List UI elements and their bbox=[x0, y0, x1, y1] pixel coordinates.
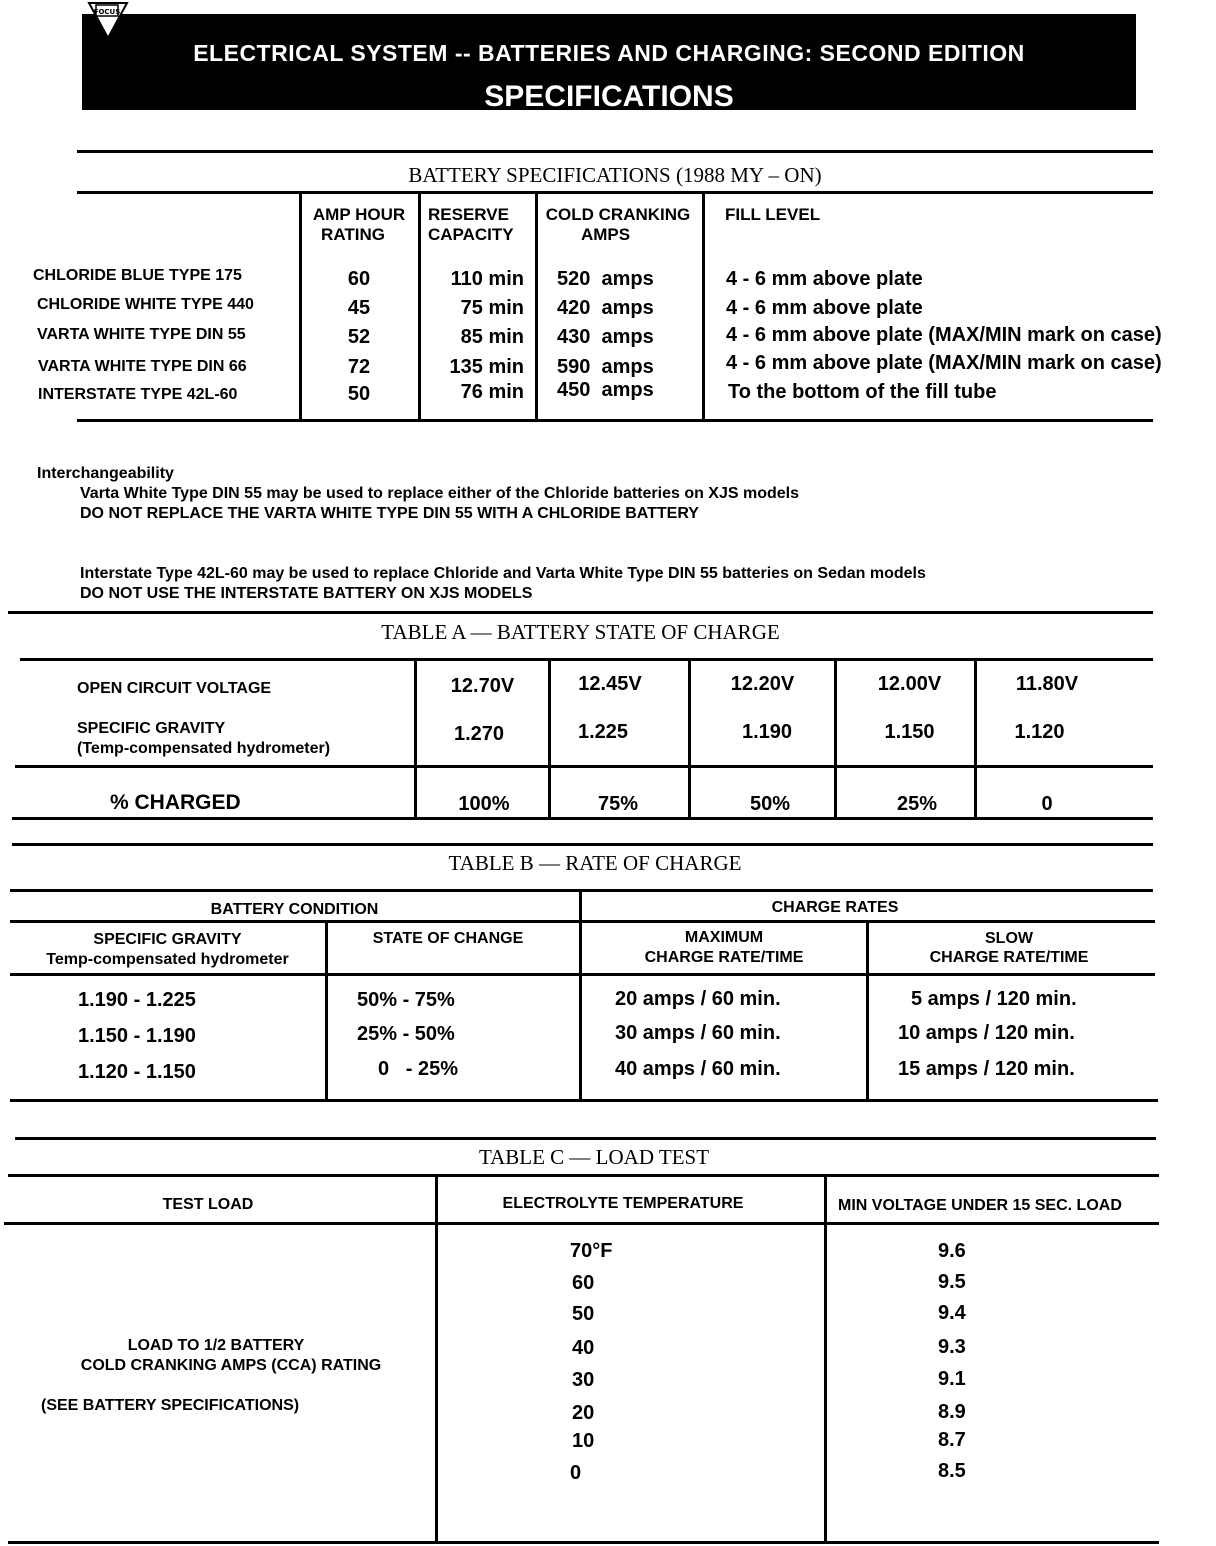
header-title: ELECTRICAL SYSTEM -- BATTERIES AND CHARGING: SECOND EDITION bbox=[193, 40, 1025, 66]
voltage-value: 9.6 bbox=[938, 1240, 966, 1262]
state-range: 50% - 75% bbox=[357, 989, 455, 1011]
col-reserve-line1: RESERVE bbox=[428, 205, 509, 224]
gravity-cell: 1.225 bbox=[577, 721, 629, 743]
gravity-cell: 1.190 bbox=[741, 721, 793, 743]
voltage-value: 9.5 bbox=[938, 1271, 966, 1293]
gravity-cell: 1.270 bbox=[453, 723, 505, 745]
label-hydrometer-note: (Temp-compensated hydrometer) bbox=[77, 740, 331, 757]
reserve-value: 75 min bbox=[460, 297, 524, 319]
table-a-title: TABLE A — BATTERY STATE OF CHARGE bbox=[381, 620, 780, 644]
table-b-title: TABLE B — RATE OF CHARGE bbox=[448, 851, 742, 875]
header-subtitle: SPECIFICATIONS bbox=[484, 80, 734, 113]
fill-value: 4 - 6 mm above plate (MAX/MIN mark on case) bbox=[726, 352, 1162, 374]
cca-value: 450 amps bbox=[557, 379, 654, 401]
col-maximum-rate: CHARGE RATE/TIME bbox=[644, 949, 804, 966]
note-line: DO NOT USE THE INTERSTATE BATTERY ON XJS MODELS bbox=[80, 585, 533, 602]
note-line: Interstate Type 42L-60 may be used to replace Chloride and Varta White Type DIN 55 batteries on Sedan models bbox=[80, 565, 926, 582]
voltage-value: 8.5 bbox=[938, 1460, 966, 1482]
col-test-load: TEST LOAD bbox=[162, 1196, 254, 1213]
charged-cell: 0 bbox=[1041, 793, 1053, 815]
max-rate: 20 amps / 60 min. bbox=[615, 988, 781, 1010]
temperature-value: 40 bbox=[572, 1337, 595, 1359]
gravity-cell: 1.120 bbox=[1014, 721, 1065, 743]
col-slow-rate: CHARGE RATE/TIME bbox=[929, 949, 1089, 966]
voltage-value: 9.4 bbox=[938, 1302, 966, 1324]
voltage-cell: 12.45V bbox=[578, 673, 642, 695]
header-banner bbox=[82, 14, 1136, 113]
temperature-value: 0 bbox=[570, 1462, 582, 1484]
temperature-value: 60 bbox=[572, 1272, 595, 1294]
col-slow: SLOW bbox=[985, 930, 1033, 947]
charged-cell: 25% bbox=[896, 793, 938, 815]
voltage-cell: 12.20V bbox=[730, 673, 795, 695]
amp-hour-value: 50 bbox=[347, 383, 371, 405]
temperature-value: 10 bbox=[572, 1430, 595, 1452]
gravity-range: 1.150 - 1.190 bbox=[78, 1025, 196, 1047]
amp-hour-value: 45 bbox=[347, 297, 371, 319]
amp-hour-value: 52 bbox=[347, 326, 371, 348]
voltage-value: 8.9 bbox=[938, 1401, 966, 1423]
fill-value: 4 - 6 mm above plate (MAX/MIN mark on case) bbox=[726, 324, 1162, 346]
battery-name: VARTA WHITE TYPE DIN 55 bbox=[37, 326, 246, 343]
col-electrolyte-temperature: ELECTROLYTE TEMPERATURE bbox=[502, 1195, 744, 1212]
voltage-value: 9.1 bbox=[938, 1368, 966, 1390]
voltage-cell: 11.80V bbox=[1015, 673, 1079, 695]
battery-specs-title: BATTERY SPECIFICATIONS (1988 MY – ON) bbox=[408, 163, 822, 187]
battery-name: VARTA WHITE TYPE DIN 66 bbox=[38, 358, 247, 375]
charged-cell: 50% bbox=[749, 793, 791, 815]
slow-rate: 15 amps / 120 min. bbox=[898, 1058, 1075, 1080]
temperature-value: 70°F bbox=[570, 1240, 613, 1262]
note-line: DO NOT REPLACE THE VARTA WHITE TYPE DIN 55 WITH A CHLORIDE BATTERY bbox=[80, 505, 699, 522]
label-specific-gravity: SPECIFIC GRAVITY bbox=[77, 720, 226, 737]
col-reserve-line2: CAPACITY bbox=[428, 225, 514, 244]
reserve-value: 85 min bbox=[460, 326, 524, 348]
cca-value: 590 amps bbox=[557, 356, 654, 378]
fill-value: 4 - 6 mm above plate bbox=[726, 297, 923, 319]
temperature-value: 30 bbox=[572, 1369, 595, 1391]
max-rate: 40 amps / 60 min. bbox=[615, 1058, 781, 1080]
col-cca-line1: COLD CRANKING bbox=[545, 205, 691, 224]
temperature-value: 20 bbox=[572, 1402, 595, 1424]
cca-value: 430 amps bbox=[557, 326, 654, 348]
col-cca-line2: AMPS bbox=[580, 225, 631, 244]
battery-name: CHLORIDE WHITE TYPE 440 bbox=[37, 296, 254, 313]
col-min-voltage: MIN VOLTAGE UNDER 15 SEC. LOAD bbox=[838, 1197, 1122, 1214]
state-range: 25% - 50% bbox=[357, 1023, 455, 1045]
reserve-value: 135 min bbox=[449, 356, 524, 378]
battery-name: CHLORIDE BLUE TYPE 175 bbox=[33, 267, 242, 284]
col-specific-gravity: SPECIFIC GRAVITY bbox=[93, 931, 242, 948]
gravity-cell: 1.150 bbox=[884, 721, 935, 743]
slow-rate: 10 amps / 120 min. bbox=[898, 1022, 1075, 1044]
amp-hour-value: 60 bbox=[347, 268, 371, 290]
table-c-title: TABLE C — LOAD TEST bbox=[478, 1145, 710, 1169]
reserve-value: 76 min bbox=[460, 381, 524, 403]
load-line-1: LOAD TO 1/2 BATTERY bbox=[127, 1337, 305, 1354]
cca-value: 420 amps bbox=[557, 297, 654, 319]
gravity-range: 1.190 - 1.225 bbox=[78, 989, 196, 1011]
fill-value: 4 - 6 mm above plate bbox=[726, 268, 923, 290]
state-range: 0 - 25% bbox=[378, 1058, 459, 1080]
gravity-range: 1.120 - 1.150 bbox=[78, 1061, 196, 1083]
load-line-2: COLD CRANKING AMPS (CCA) RATING bbox=[80, 1357, 382, 1374]
charged-cell: 75% bbox=[597, 793, 639, 815]
temperature-value: 50 bbox=[572, 1303, 595, 1325]
reserve-value: 110 min bbox=[450, 268, 524, 290]
voltage-value: 8.7 bbox=[938, 1429, 966, 1451]
interchangeability-heading: Interchangeability bbox=[37, 465, 174, 482]
note-line: Varta White Type DIN 55 may be used to replace either of the Chloride batteries on XJS models bbox=[80, 485, 800, 502]
voltage-value: 9.3 bbox=[938, 1336, 966, 1358]
battery-name: INTERSTATE TYPE 42L-60 bbox=[38, 386, 238, 403]
group-battery-condition: BATTERY CONDITION bbox=[210, 901, 379, 918]
logo-text: FOCUS bbox=[93, 8, 121, 16]
col-hydrometer-note: Temp-compensated hydrometer bbox=[46, 951, 289, 968]
label-percent-charged: % CHARGED bbox=[110, 791, 241, 814]
max-rate: 30 amps / 60 min. bbox=[615, 1022, 781, 1044]
col-amp-hour-line1: AMP HOUR bbox=[312, 205, 406, 224]
voltage-cell: 12.70V bbox=[450, 675, 515, 697]
label-open-circuit-voltage: OPEN CIRCUIT VOLTAGE bbox=[77, 680, 272, 697]
amp-hour-value: 72 bbox=[347, 356, 371, 378]
col-maximum: MAXIMUM bbox=[684, 929, 764, 946]
col-state-of-change: STATE OF CHANGE bbox=[372, 930, 524, 947]
slow-rate: 5 amps / 120 min. bbox=[911, 988, 1077, 1010]
group-charge-rates: CHARGE RATES bbox=[771, 899, 899, 916]
col-fill-level: FILL LEVEL bbox=[725, 205, 821, 224]
voltage-cell: 12.00V bbox=[877, 673, 942, 695]
focus-logo-icon bbox=[86, 0, 130, 40]
charged-cell: 100% bbox=[458, 793, 510, 815]
col-amp-hour-line2: RATING bbox=[321, 225, 385, 244]
fill-value: To the bottom of the fill tube bbox=[728, 381, 997, 403]
cca-value: 520 amps bbox=[557, 268, 654, 290]
load-line-3: (SEE BATTERY SPECIFICATIONS) bbox=[41, 1397, 300, 1414]
